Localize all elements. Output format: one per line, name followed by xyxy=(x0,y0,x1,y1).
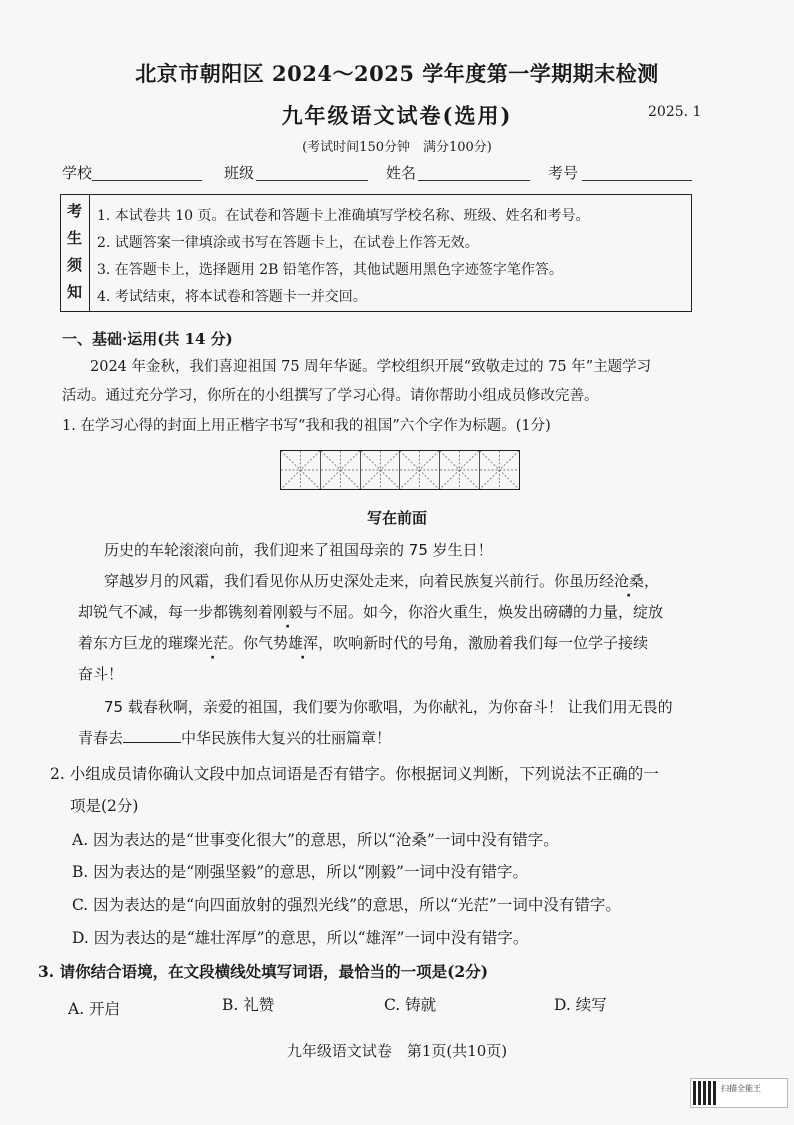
q2-option-b[interactable]: B. 因为表达的是“刚强坚毅”的意思，所以“刚毅”一词中没有错字。 xyxy=(72,863,528,881)
grid-cell[interactable] xyxy=(281,451,321,489)
essay-text: 穿越岁月的风霜，我们看见你从历史深处走来，向着民族复兴前行。你虽历经 xyxy=(104,572,615,590)
q3-option-a[interactable]: A. 开启 xyxy=(68,1000,121,1018)
name-field[interactable] xyxy=(418,180,530,181)
q3-option-b[interactable]: B. 礼赞 xyxy=(222,996,275,1014)
dotted-word-xionghun: 雄浑 xyxy=(288,634,319,652)
essay-para-1: 历史的车轮滚滚向前，我们迎来了祖国母亲的 75 岁生日！ xyxy=(104,541,493,559)
grid-cell[interactable] xyxy=(400,451,440,489)
essay-text: 着东方巨龙的璀璨 xyxy=(78,634,199,652)
exam-subtitle: 九年级语文试卷(选用) xyxy=(281,103,513,128)
question-1: 1. 在学习心得的封面上用正楷字书写“我和我的祖国”六个字作为标题。(1分) xyxy=(62,418,551,434)
notice-item-4: 4. 考试结束，将本试卷和答题卡一并交回。 xyxy=(97,289,367,305)
question-2-line-2: 项是(2分) xyxy=(70,797,139,815)
essay-para-2-line-4: 奋斗！ xyxy=(78,665,124,683)
q3-option-d[interactable]: D. 续写 xyxy=(554,996,607,1014)
grid-cell[interactable] xyxy=(321,451,361,489)
q3-option-c[interactable]: C. 铸就 xyxy=(384,996,437,1014)
essay-text: 与不屈。如今，你浴火重生，焕发出磅礴的力量，绽放 xyxy=(303,603,664,621)
essay-para-2-line-2 xyxy=(78,601,663,622)
grid-cell[interactable] xyxy=(361,451,401,489)
notice-char-kao: 考 xyxy=(67,202,83,220)
intro-line-1: 2024 年金秋，我们喜迎祖国 75 周年华诞。学校组织开展“致敬走过的 75 年”主题学习 xyxy=(90,359,652,375)
school-label: 学校 xyxy=(62,164,93,182)
notice-char-zhi: 知 xyxy=(67,283,83,301)
essay-para-2-line-1 xyxy=(104,570,659,591)
qr-code-icon xyxy=(693,1081,717,1105)
dotted-word-gangyi: 刚毅 xyxy=(273,603,304,621)
name-label: 姓名 xyxy=(386,164,417,182)
school-field[interactable] xyxy=(92,180,202,181)
essay-para-3-line-1: 75 载春秋啊，亲爱的祖国，我们要为你歌唱，为你献礼，为你奋斗！ 让我们用无畏的 xyxy=(104,698,673,716)
writing-grid[interactable] xyxy=(280,450,520,490)
essay-para-3-line-2 xyxy=(78,727,391,748)
q2-option-d[interactable]: D. 因为表达的是“雄壮浑厚”的意思，所以“雄浑”一词中没有错字。 xyxy=(72,929,529,947)
exam-date: 2025. 1 xyxy=(648,104,702,120)
number-label: 考号 xyxy=(548,164,579,182)
q2-option-c[interactable]: C. 因为表达的是“向四面放射的强烈光线”的意思，所以“光茫”一词中没有错字。 xyxy=(72,896,621,914)
notice-char-xu: 须 xyxy=(67,256,83,274)
class-field[interactable] xyxy=(256,180,368,181)
notice-item-1: 1. 本试卷共 10 页。在试卷和答题卡上准确填写学校名称、班级、姓名和考号。 xyxy=(97,208,590,224)
notice-item-3: 3. 在答题卡上，选择题用 2B 铅笔作答，其他试题用黑色字迹签字笔作答。 xyxy=(97,262,563,278)
dotted-word-cangsang: 沧桑 xyxy=(614,572,645,590)
question-3: 3. 请你结合语境，在文段横线处填写词语，最恰当的一项是(2分) xyxy=(38,962,489,981)
fill-blank[interactable] xyxy=(123,728,181,743)
essay-para-2-line-3 xyxy=(78,632,648,653)
class-label: 班级 xyxy=(224,164,255,182)
scanner-label: 扫描全能王 xyxy=(721,1084,761,1093)
essay-text: ，吹响新时代的号角，激励着我们每一位学子接续 xyxy=(318,634,649,652)
essay-text: 中华民族伟大复兴的壮丽篇章！ xyxy=(181,729,392,747)
section-heading: 一、基础·运用(共 14 分) xyxy=(62,330,233,348)
page-footer: 九年级语文试卷 第1页(共10页) xyxy=(286,1042,508,1060)
essay-text: 。你气势 xyxy=(228,634,289,652)
dotted-word-guangmang: 光茫 xyxy=(198,634,229,652)
notice-item-2: 2. 试题答案一律填涂或书写在答题卡上，在试卷上作答无效。 xyxy=(97,235,479,251)
exam-notice-box xyxy=(60,194,692,312)
essay-text: 却锐气不减，每一步都镌刻着 xyxy=(78,603,274,621)
exam-time-note: (考试时间150分钟 满分100分) xyxy=(302,140,492,155)
exam-title: 北京市朝阳区 2024～2025 学年度第一学期期末检测 xyxy=(135,61,659,86)
q2-option-a[interactable]: A. 因为表达的是“世事变化很大”的意思，所以“沧桑”一词中没有错字。 xyxy=(72,831,559,849)
question-2-line-1: 2. 小组成员请你确认文段中加点词语是否有错字。你根据词义判断，下列说法不正确的一 xyxy=(50,765,659,783)
grid-cell[interactable] xyxy=(440,451,480,489)
essay-text: ， xyxy=(644,572,660,590)
grid-cell[interactable] xyxy=(480,451,519,489)
notice-char-sheng: 生 xyxy=(67,229,83,247)
essay-text: 青春去 xyxy=(78,729,124,747)
essay-title: 写在前面 xyxy=(366,509,427,527)
intro-line-2: 活动。通过充分学习，你所在的小组撰写了学习心得。请你帮助小组成员修改完善。 xyxy=(62,388,599,404)
scanner-watermark xyxy=(690,1078,788,1108)
number-field[interactable] xyxy=(582,180,692,181)
